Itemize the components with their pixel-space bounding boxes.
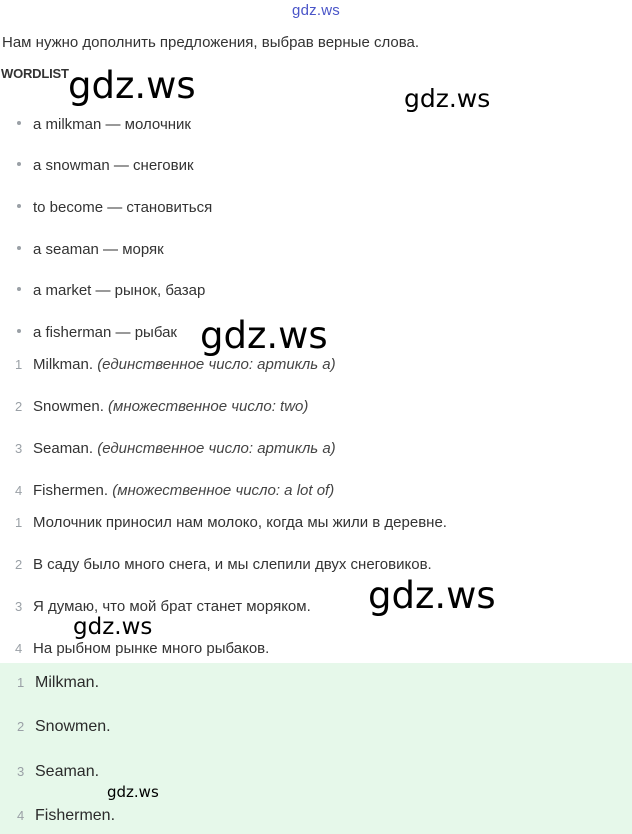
- wordlist-item: a snowman — снеговик: [17, 157, 194, 174]
- answer-item: 1 Milkman.: [17, 674, 100, 691]
- bullet-icon: [17, 162, 21, 166]
- translation-item: 3 Я думаю, что мой брат станет моряком.: [15, 598, 311, 615]
- wordlist-item: a milkman — молочник: [17, 116, 191, 133]
- wordlist-item: to become — становиться: [17, 199, 212, 216]
- explanation-item: 3 Seaman. (единственное число: артикль a): [15, 440, 336, 457]
- answer-item: 4 Fishermen.: [17, 807, 116, 824]
- wordlist-item: a seaman — моряк: [17, 241, 164, 258]
- bullet-icon: [17, 121, 21, 125]
- explanation-item: 2 Snowmen. (множественное число: two): [15, 398, 309, 415]
- watermark-top: gdz.ws: [292, 2, 340, 19]
- watermark: gdz.ws: [107, 783, 159, 801]
- watermark: gdz.ws: [73, 614, 153, 640]
- intro-text: Нам нужно дополнить предложения, выбрав верные слова.: [2, 34, 420, 51]
- wordlist-item: a fisherman — рыбак: [17, 324, 177, 341]
- answer-item: 3 Seaman.: [17, 763, 100, 780]
- wordlist-item: a market — рынок, базар: [17, 282, 205, 299]
- bullet-icon: [17, 287, 21, 291]
- explanation-item: 4 Fishermen. (множественное число: a lot of): [15, 482, 335, 499]
- translation-item: 4 На рыбном рынке много рыбаков.: [15, 640, 270, 657]
- watermark: gdz.ws: [368, 574, 496, 617]
- bullet-icon: [17, 204, 21, 208]
- bullet-icon: [17, 246, 21, 250]
- watermark: gdz.ws: [200, 314, 328, 357]
- bullet-icon: [17, 329, 21, 333]
- answer-item: 2 Snowmen.: [17, 718, 111, 735]
- translation-item: 2 В саду было много снега, и мы слепили двух снеговиков.: [15, 556, 432, 573]
- wordlist-heading: WORDLIST: [1, 66, 69, 81]
- watermark: gdz.ws: [404, 84, 491, 113]
- explanation-item: 1 Milkman. (единственное число: артикль a): [15, 356, 336, 373]
- translation-item: 1 Молочник приносил нам молоко, когда мы жили в деревне.: [15, 514, 447, 531]
- watermark: gdz.ws: [68, 64, 196, 107]
- answer-block: [0, 663, 632, 834]
